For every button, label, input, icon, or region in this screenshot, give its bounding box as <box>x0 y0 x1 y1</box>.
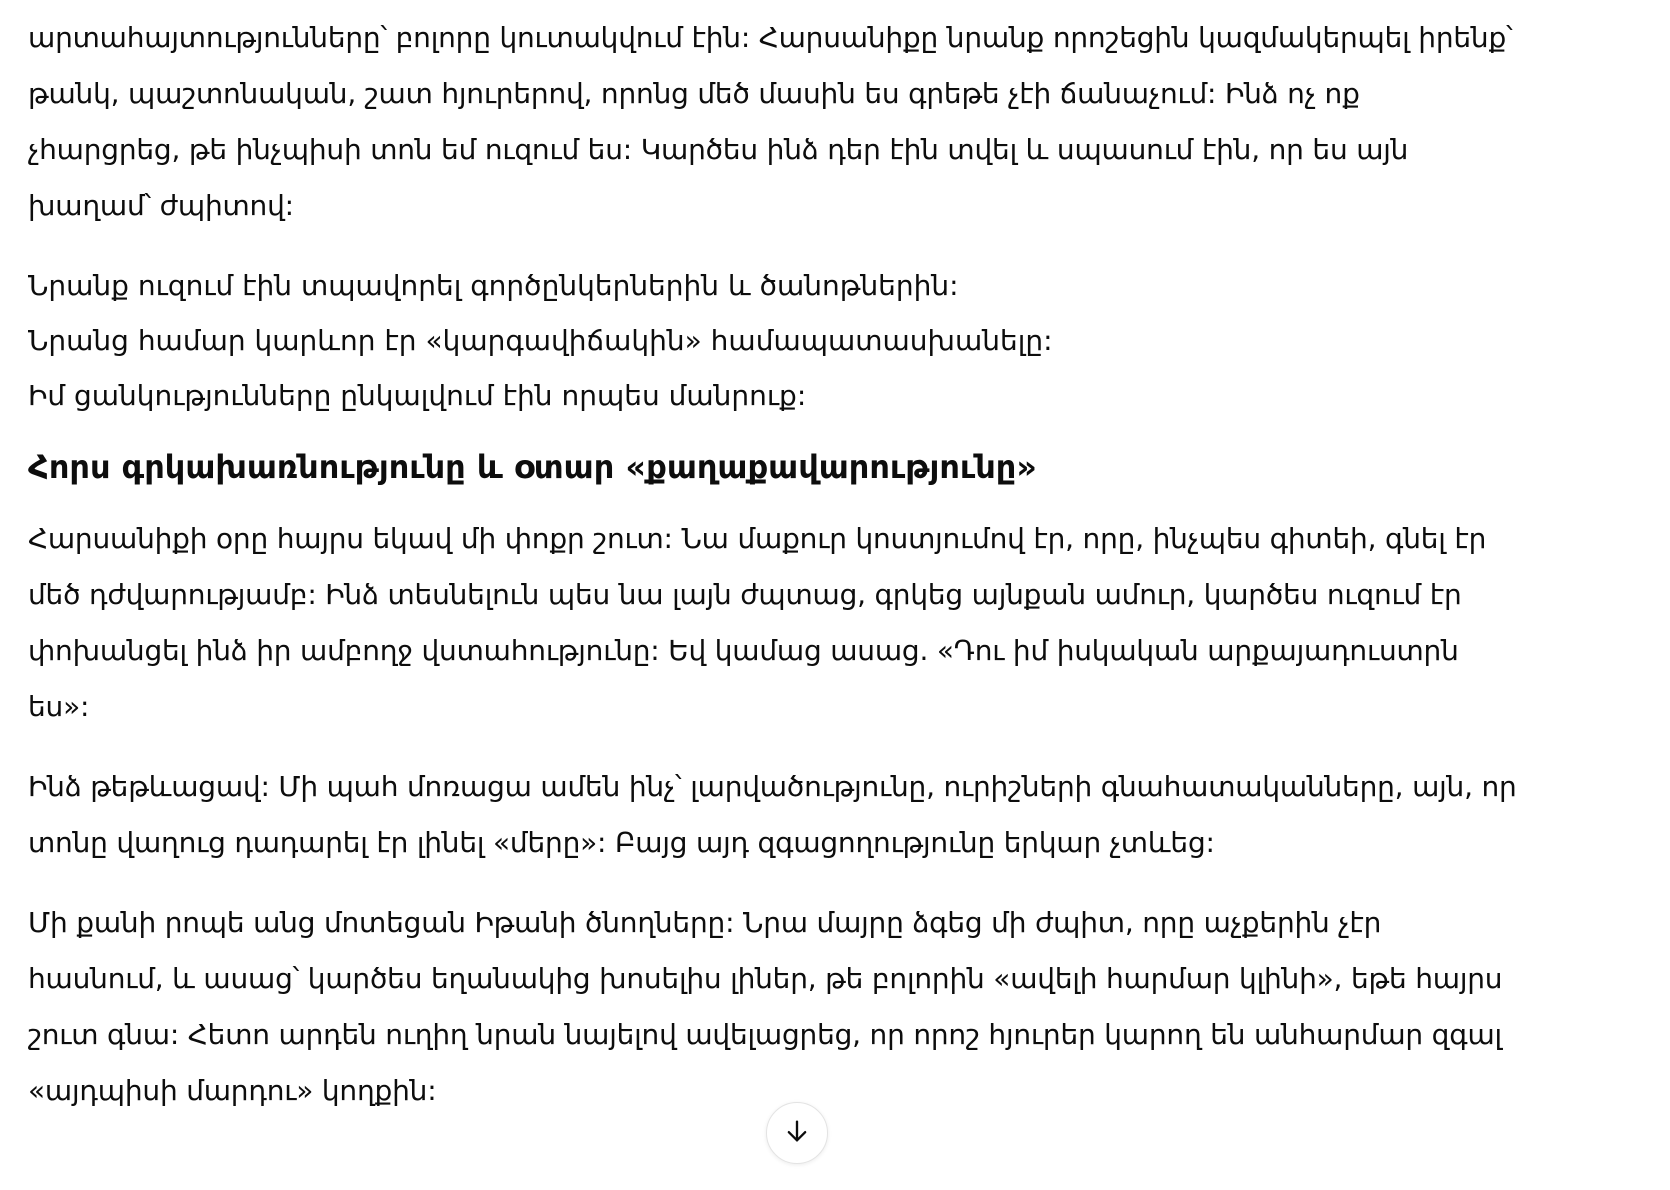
text-line: հասնում, և ասաց՝ կարծես եղանակից խոսելիս լիներ, թե բոլորին «ավելի հարմար կլինի», եթե հայրս <box>28 962 1503 995</box>
paragraph-5 <box>28 895 1588 1119</box>
paragraph-3 <box>28 511 1588 735</box>
text-line: արտահայտությունները՝ բոլորը կուտակվում էին: Հարսանիքը նրանք որոշեցին կազմակերպել իրենք՝ <box>28 21 1513 54</box>
text-line: ես»: <box>28 690 90 723</box>
text-line: Նրանց համար կարևոր էր «կարգավիճակին» համապատասխանելը: <box>28 324 1053 357</box>
text-line: Հարսանիքի օրը հայրս եկավ մի փոքր շուտ: Նա մաքուր կոստյումով էր, որը, ինչպես գիտեի, գնել էր <box>28 522 1487 555</box>
text-line: փոխանցել ինձ իր ամբողջ վստահությունը: Եվ կամաց ասաց. «Դու իմ իսկական արքայադուստրն <box>28 634 1459 667</box>
paragraph-1 <box>28 10 1588 234</box>
paragraph-4 <box>28 759 1588 871</box>
chat-message-content <box>28 10 1588 1143</box>
text-line: շուտ գնա: Հետո արդեն ուղիղ նրան նայելով ավելացրեց, որ որոշ հյուրեր կարող են անհարմար զգալ <box>28 1018 1502 1051</box>
arrow-down-icon <box>783 1117 811 1149</box>
scroll-to-bottom-button[interactable] <box>766 1102 828 1164</box>
text-line: տոնը վաղուց դադարել էր լինել «մերը»: Բայց այդ զգացողությունը երկար չտևեց: <box>28 826 1215 859</box>
paragraph-2 <box>28 258 1588 423</box>
section-heading: Հորս գրկախառնությունը և օտար «քաղաքավարությունը» <box>28 448 1037 486</box>
text-line: խաղամ՝ ժպիտով: <box>28 189 294 222</box>
text-line: Ինձ թեթևացավ: Մի պահ մոռացա ամեն ինչ՝ լարվածությունը, ուրիշների գնահատականները, այն, որ <box>28 770 1517 803</box>
text-line: «այդպիսի մարդու» կողքին: <box>28 1074 437 1107</box>
text-line: Իմ ցանկությունները ընկալվում էին որպես մանրուք: <box>28 379 807 412</box>
text-line: չհարցրեց, թե ինչպիսի տոն եմ ուզում ես: Կարծես ինձ դեր էին տվել և սպասում էին, որ ես այն <box>28 133 1409 166</box>
text-line: թանկ, պաշտոնական, շատ հյուրերով, որոնց մեծ մասին ես գրեթե չէի ճանաչում: Ինձ ոչ ոք <box>28 77 1360 110</box>
text-line: մեծ դժվարությամբ: Ինձ տեսնելուն պես նա լայն ժպտաց, գրկեց այնքան ամուր, կարծես ուզում էր <box>28 578 1462 611</box>
text-line: Մի քանի րոպե անց մոտեցան Իթանի ծնողները: Նրա մայրը ձգեց մի ժպիտ, որը աչքերին չէր <box>28 906 1382 939</box>
text-line: Նրանք ուզում էին տպավորել գործընկերներին և ծանոթներին: <box>28 269 959 302</box>
